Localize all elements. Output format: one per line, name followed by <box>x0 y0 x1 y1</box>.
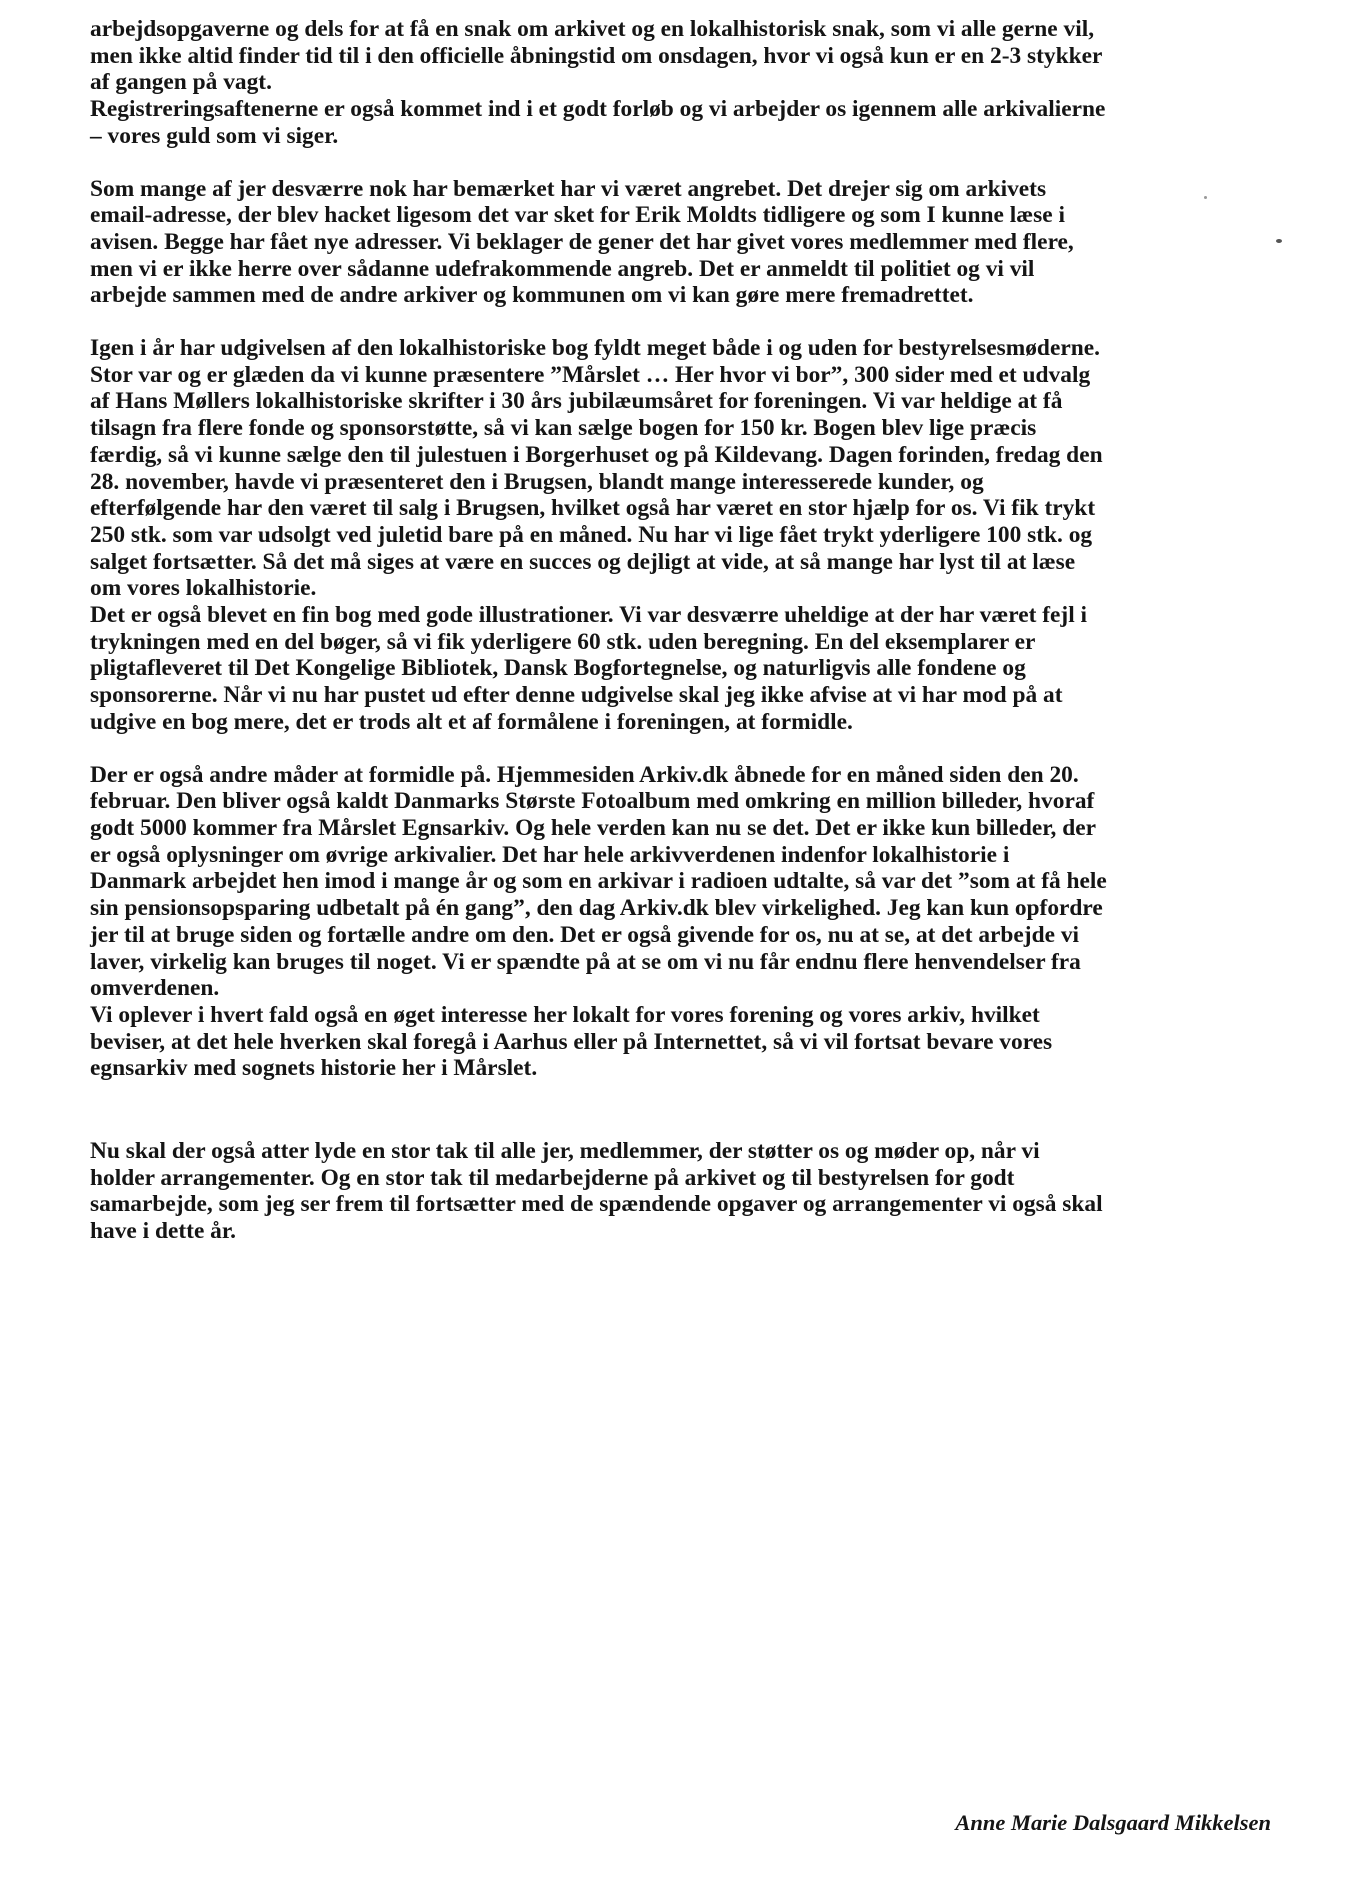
text-line: Det er også blevet en fin bog med gode illustrationer. Vi var desværre uheldige at der har været fejl i <box>90 602 1088 629</box>
text-line: udgive en bog mere, det er trods alt et af formålene i foreningen, at formidle. <box>90 708 853 735</box>
paragraph-spacer <box>90 150 1286 176</box>
text-line: holder arrangementer. Og en stor tak til medarbejderne på arkivet og til bestyrelsen for godt <box>90 1164 1015 1191</box>
text-line: sin pensionsopsparing udbetalt på én gang”, den dag Arkiv.dk blev virkelighed. Jeg kan kun opfordre <box>90 895 1103 922</box>
text-line: Igen i år har udgivelsen af den lokalhistoriske bog fyldt meget både i og uden for bestyrelsesmøderne. <box>90 335 1100 362</box>
text-line: Som mange af jer desværre nok har bemærket har vi været angrebet. Det drejer sig om arkivets <box>90 175 1047 202</box>
text-line: jer til at bruge siden og fortælle andre om den. Det er også givende for os, nu at se, at det arbejde vi <box>90 921 1080 948</box>
text-line: Der er også andre måder at formidle på. Hjemmesiden Arkiv.dk åbnede for en måned siden den 20. <box>90 761 1079 788</box>
text-line: egnsarkiv med sognets historie her i Mårslet. <box>90 1055 538 1082</box>
text-line: salget fortsætter. Så det må siges at være en succes og dejligt at vide, at så mange har lyst til at læse <box>90 548 1076 575</box>
paragraph-arkiv-dk <box>90 762 1286 1002</box>
paragraph-spacer <box>90 1082 1286 1138</box>
paragraph-email-attack <box>90 176 1286 310</box>
text-line: færdig, så vi kunne sælge den til julestuen i Borgerhuset og på Kildevang. Dagen forinden, fredag den <box>90 441 1103 468</box>
text-line: pligtafleveret til Det Kongelige Bibliotek, Dansk Bogfortegnelse, og naturligvis alle fondene og <box>90 655 1026 682</box>
text-line: email-adresse, der blev hacket ligesom det var sket for Erik Moldts tidligere og som I kunne læse i <box>90 202 1065 229</box>
text-line: efterfølgende har den været til salg i Brugsen, hvilket også har været en stor hjælp for os. Vi fik trykt <box>90 495 1096 522</box>
text-line: omverdenen. <box>90 975 220 1002</box>
text-line: af gangen på vagt. <box>90 69 272 96</box>
text-line: men ikke altid finder tid til i den officielle åbningstid om onsdagen, hvor vi også kun er en 2-3 stykker <box>90 42 1103 69</box>
text-line: sponsorerne. Når vi nu har pustet ud efter denne udgivelse skal jeg ikke afvise at vi har mod på at <box>90 682 1063 709</box>
paragraph-spacer <box>90 309 1286 335</box>
paragraph-local-interest <box>90 1002 1286 1082</box>
text-line: Nu skal der også atter lyde en stor tak til alle jer, medlemmer, der støtter os og møder op, når vi <box>90 1138 1040 1165</box>
text-line: Registreringsaftenerne er også kommet ind i et godt forløb og vi arbejder os igennem alle arkivalierne <box>90 96 1106 123</box>
text-line: om vores lokalhistorie. <box>90 575 317 602</box>
text-line: – vores guld som vi siger. <box>90 122 339 149</box>
paragraph-book-publication <box>90 335 1286 602</box>
paragraph-thanks <box>90 1138 1286 1245</box>
text-line: avisen. Begge har fået nye adresser. Vi beklager de gener det har givet vores medlemmer med flere, <box>90 228 1074 255</box>
text-line: Stor var og er glæden da vi kunne præsentere ”Mårslet … Her hvor vi bor”, 300 sider med et udvalg <box>90 361 1091 388</box>
text-line: arbejde sammen med de andre arkiver og kommunen om vi kan gøre mere fremadrettet. <box>90 282 974 309</box>
letter-body <box>90 16 1286 1245</box>
signature: Anne Marie Dalsgaard Mikkelsen <box>955 1810 1271 1835</box>
text-line: trykningen med en del bøger, så vi fik yderligere 60 stk. uden beregning. En del eksemplarer er <box>90 628 1036 655</box>
text-line: 250 stk. som var udsolgt ved juletid bare på en måned. Nu har vi lige fået trykt yderligere 100 stk. og <box>90 521 1093 548</box>
text-line: Danmark arbejdet hen imod i mange år og som en arkivar i radioen udtalte, så var det ”som at få hele <box>90 868 1107 895</box>
text-line: tilsagn fra flere fonde og sponsorstøtte, så vi kan sælge bogen for 150 kr. Bogen blev lige præcis <box>90 415 1037 442</box>
paragraph-registration-evenings <box>90 96 1286 149</box>
text-line: er også oplysninger om øvrige arkivalier. Det har hele arkivverdenen indenfor lokalhistorie i <box>90 841 1010 868</box>
text-line: Vi oplever i hvert fald også en øget interesse her lokalt for vores forening og vores arkiv, hvilket <box>90 1001 1040 1028</box>
paragraph-spacer <box>90 736 1286 762</box>
scan-speck <box>1204 196 1207 199</box>
text-line: arbejdsopgaverne og dels for at få en snak om arkivet og en lokalhistorisk snak, som vi alle gerne vil, <box>90 16 1095 42</box>
text-line: 28. november, havde vi præsenteret den i Brugsen, blandt mange interesserede kunder, og <box>90 468 984 495</box>
text-line: laver, virkelig kan bruges til noget. Vi er spændte på at se om vi nu får endnu flere henvendelser fra <box>90 948 1081 975</box>
text-line: godt 5000 kommer fra Mårslet Egnsarkiv. Og hele verden kan nu se det. Det er ikke kun billeder, der <box>90 814 1097 841</box>
text-line: af Hans Møllers lokalhistoriske skrifter i 30 års jubilæumsåret for foreningen. Vi var heldige at få <box>90 388 1063 415</box>
text-line: samarbejde, som jeg ser frem til fortsætter med de spændende opgaver og arrangementer vi også skal <box>90 1191 1103 1218</box>
text-line: beviser, at det hele hverken skal foregå i Aarhus eller på Internettet, så vi vil fortsat bevare vores <box>90 1028 1053 1055</box>
paragraph-book-illustrations <box>90 602 1286 736</box>
text-line: have i dette år. <box>90 1218 236 1245</box>
scan-speck <box>1276 239 1282 243</box>
paragraph-archive-visits <box>90 16 1286 96</box>
text-line: men vi er ikke herre over sådanne udefrakommende angreb. Det er anmeldt til politiet og vi vil <box>90 255 1035 282</box>
text-line: februar. Den bliver også kaldt Danmarks Største Fotoalbum med omkring en million billeder, hvoraf <box>90 788 1095 815</box>
